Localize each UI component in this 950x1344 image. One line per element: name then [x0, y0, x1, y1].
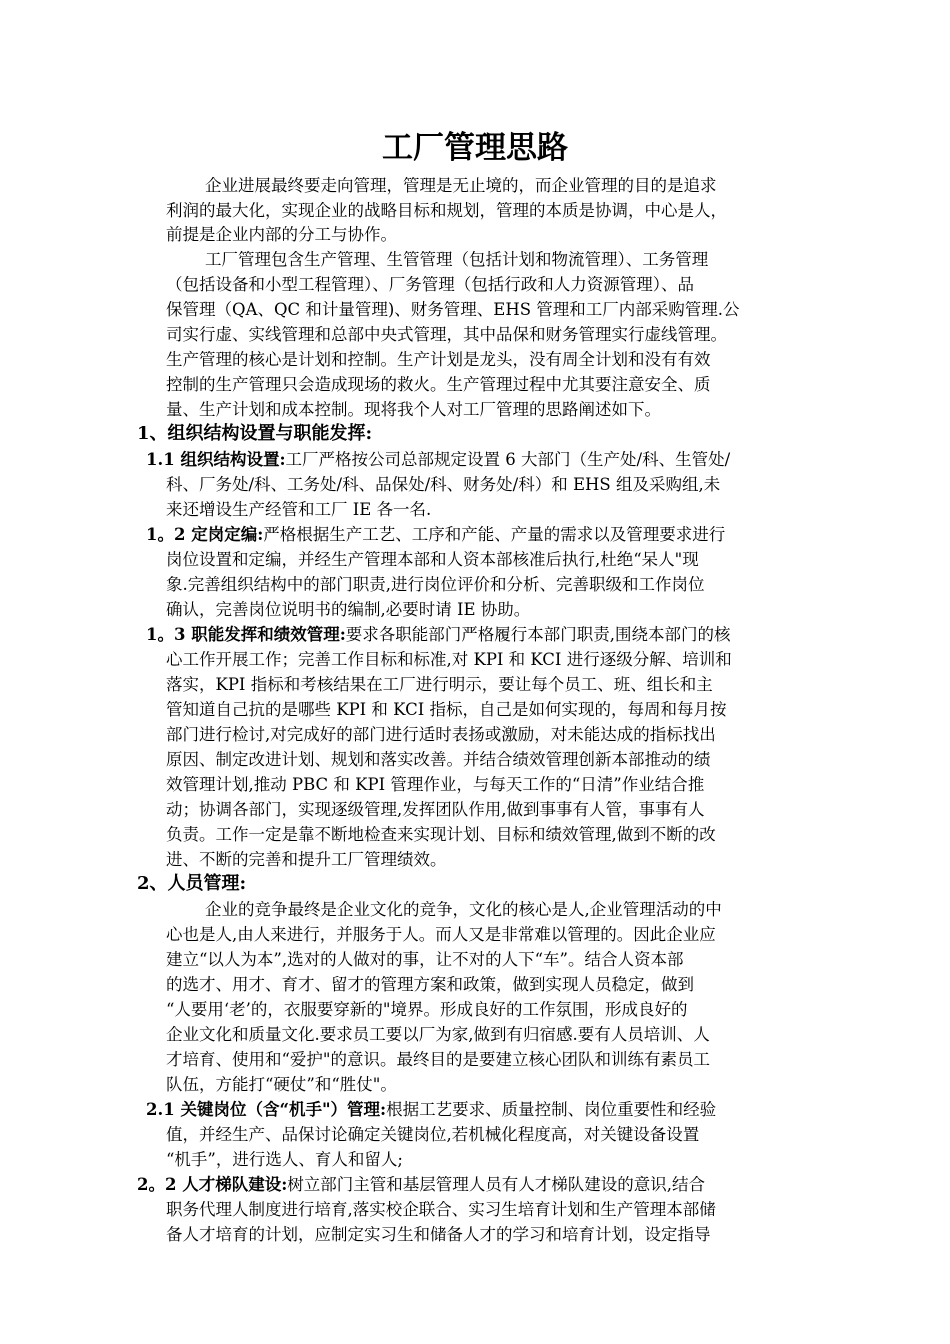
text-line: 岗位设置和定编，并经生产管理本部和人资本部核准后执行,杜绝“呆人"现	[166, 550, 699, 569]
text-line: 备人才培育的计划，应制定实习生和储备人才的学习和培育计划，设定指导	[166, 1225, 711, 1244]
subsection-text: 树立部门主管和基层管理人员有人才梯队建设的意识,结合	[287, 1175, 706, 1194]
subsection-label: 1。2 定岗定编:	[146, 525, 264, 544]
subsection-label: 1.1 组织结构设置:	[146, 450, 286, 469]
subsection-label: 2。2 人才梯队建设:	[137, 1175, 288, 1194]
text-line: 原因、制定改进计划、规划和落实改善。并结合绩效管理创新本部推动的绩	[166, 750, 711, 769]
text-line: “人要用‘老’的，衣服要穿新的"境界。形成良好的工作氛围，形成良好的	[166, 1000, 688, 1019]
text-line: 进、不断的完善和提升工厂管理绩效。	[166, 850, 447, 869]
text-line: 队伍，方能打“硬仗”和“胜仗"。	[166, 1075, 397, 1094]
text-line: 来还增设生产经管和工厂 IE 各一名.	[166, 500, 432, 519]
subsection-label: 2.1 关键岗位（含“机手"）管理:	[146, 1100, 387, 1119]
text-line: 职务代理人制度进行培育,落实校企联合、实习生培育计划和生产管理本部储	[166, 1200, 716, 1219]
subsection-text: 根据工艺要求、质量控制、岗位重要性和经验	[386, 1100, 717, 1119]
subsection-line	[146, 523, 725, 547]
text-line: 负责。工作一定是靠不断地检查来实现计划、目标和绩效管理,做到不断的改	[166, 825, 716, 844]
subsection-line	[146, 448, 730, 472]
text-line: 确认，完善岗位说明书的编制,必要时请 IE 协助。	[166, 600, 531, 619]
text-line: 前提是企业内部的分工与协作。	[166, 225, 397, 244]
text-line: 象.完善组织结构中的部门职责,进行岗位评价和分析、完善职级和工作岗位	[166, 575, 705, 594]
text-line: （包括设备和小型工程管理）、厂务管理（包括行政和人力资源管理）、品	[166, 275, 694, 294]
text-line: 控制的生产管理只会造成现场的救火。生产管理过程中尤其要注意安全、质	[166, 375, 711, 394]
text-line: 动；协调各部门，实现逐级管理,发挥团队作用,做到事事有人管，事事有人	[166, 800, 705, 819]
subsection-line	[146, 623, 731, 647]
text-line: 的选才、用才、育才、留才的管理方案和政策，做到实现人员稳定，做到	[166, 975, 694, 994]
document-title: 工厂管理思路	[382, 130, 568, 166]
subsection-line	[146, 1098, 716, 1122]
subsection-text: 要求各职能部门严格履行本部门职责,围绕本部门的核	[345, 625, 731, 644]
text-line: 利润的最大化，实现企业的战略目标和规划，管理的本质是协调，中心是人，	[166, 201, 727, 220]
text-line: 建立“以人为本”,选对的人做对的事，让不对的人下“车”。结合人资本部	[166, 950, 684, 969]
text-line: 企业的竞争最终是企业文化的竞争，文化的核心是人,企业管理活动的中	[205, 900, 722, 919]
text-line: 心也是人,由人来进行，并服务于人。而人又是非常难以管理的。因此企业应	[166, 925, 716, 944]
text-line: 企业进展最终要走向管理，管理是无止境的，而企业管理的目的是追求	[205, 176, 717, 195]
text-line: 量、生产计划和成本控制。现将我个人对工厂管理的思路阐述如下。	[166, 400, 661, 419]
section-heading: 1、组织结构设置与职能发挥:	[137, 423, 373, 444]
text-line: 效管理计划,推动 PBC 和 KPI 管理作业，与每天工作的“日清”作业结合推	[166, 775, 705, 794]
text-line: 管知道自己抗的是哪些 KPI 和 KCI 指标，自己是如何实现的，每周和每月按	[166, 700, 727, 719]
text-line: 企业文化和质量文化.要求员工要以厂为家,做到有归宿感.要有人员培训、人	[166, 1025, 710, 1044]
text-line: 科、厂务处/科、工务处/科、品保处/科、财务处/科）和 EHS 组及采购组,未	[166, 475, 721, 494]
text-line: 保管理（QA、QC 和计量管理)、财务管理、EHS 管理和工厂内部采购管理.公	[166, 300, 740, 319]
text-line: “机手”，进行选人、育人和留人;	[166, 1150, 403, 1169]
section-heading: 2、人员管理:	[137, 873, 247, 894]
text-line: 司实行虚、实线管理和总部中央式管理，其中品保和财务管理实行虚线管理。	[166, 325, 727, 344]
subsection-text: 工厂严格按公司总部规定设置 6 大部门（生产处/科、生管处/	[285, 450, 731, 469]
subsection-label: 1。3 职能发挥和绩效管理:	[146, 625, 346, 644]
text-line: 部门进行检讨,对完成好的部门进行适时表扬或激励，对未能达成的指标找出	[166, 725, 716, 744]
subsection-line	[137, 1173, 705, 1197]
text-line: 落实，KPI 指标和考核结果在工厂进行明示，要让每个员工、班、组长和主	[166, 675, 713, 694]
text-line: 生产管理的核心是计划和控制。生产计划是龙头，没有周全计划和没有有效	[166, 350, 711, 369]
subsection-text: 严格根据生产工艺、工序和产能、产量的需求以及管理要求进行	[263, 525, 726, 544]
text-line: 工厂管理包含生产管理、生管管理（包括计划和物流管理）、工务管理	[205, 250, 709, 269]
text-line: 心工作开展工作；完善工作目标和标准,对 KPI 和 KCI 进行逐级分解、培训和	[166, 650, 732, 669]
text-line: 值，并经生产、品保讨论确定关键岗位,若机械化程度高，对关键设备设置	[166, 1125, 700, 1144]
text-line: 才培育、使用和“爱护"的意识。最终目的是要建立核心团队和训练有素员工	[166, 1050, 711, 1069]
